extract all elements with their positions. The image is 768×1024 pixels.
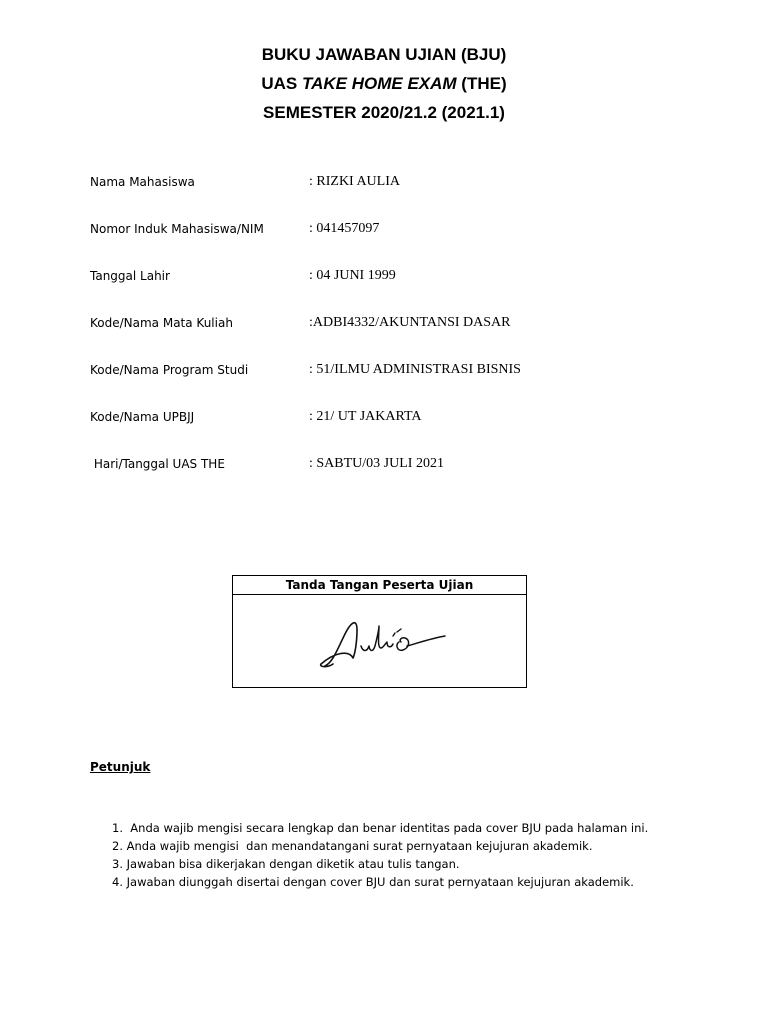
field-value: : 04 JUNI 1999: [309, 268, 396, 283]
header-exam-italic: TAKE HOME EXAM: [302, 74, 457, 93]
field-label: Hari/Tanggal UAS THE: [90, 457, 225, 471]
field-label: Kode/Nama UPBJJ: [90, 410, 195, 424]
header-exam-prefix: UAS: [261, 74, 302, 93]
instruction-item: 2. Anda wajib mengisi dan menandatangani surat pernyataan kejujuran akademik.: [112, 839, 593, 853]
field-value: :ADBI4332/AKUNTANSI DASAR: [309, 315, 511, 330]
student-identity-fields: [90, 172, 690, 501]
header-exam-type: [0, 69, 768, 98]
header-title: BUKU JAWABAN UJIAN (BJU): [261, 45, 507, 64]
field-row-nama: [90, 172, 690, 219]
instruction-item: 3. Jawaban bisa dikerjakan dengan diketik atau tulis tangan.: [112, 857, 460, 871]
field-row-nim: [90, 219, 690, 266]
field-value: : 041457097: [309, 221, 380, 236]
signature-box: [232, 575, 527, 688]
signature-image: [311, 606, 451, 676]
field-row-hari-tanggal: [90, 454, 690, 501]
signature-box-title: Tanda Tangan Peserta Ujian: [233, 576, 526, 595]
field-label: Nama Mahasiswa: [90, 175, 195, 189]
header-semester: SEMESTER 2020/21.2 (2021.1): [263, 103, 505, 122]
field-label: Kode/Nama Program Studi: [90, 363, 249, 377]
field-row-tanggal-lahir: [90, 266, 690, 313]
field-value: : RIZKI AULIA: [309, 174, 400, 189]
instruction-item: 1. Anda wajib mengisi secara lengkap dan benar identitas pada cover BJU pada halaman ini.: [112, 821, 649, 835]
field-value: : 21/ UT JAKARTA: [309, 409, 422, 424]
field-row-mata-kuliah: [90, 313, 690, 360]
field-value: : SABTU/03 JULI 2021: [309, 456, 444, 471]
document-header: [0, 40, 768, 127]
field-row-upbjj: [90, 407, 690, 454]
instructions-title: Petunjuk: [90, 760, 151, 774]
header-exam-suffix: (THE): [456, 74, 507, 93]
instructions-list: [112, 819, 648, 891]
field-label: Kode/Nama Mata Kuliah: [90, 316, 233, 330]
field-value: : 51/ILMU ADMINISTRASI BISNIS: [309, 362, 521, 377]
field-label: Nomor Induk Mahasiswa/NIM: [90, 222, 264, 236]
field-row-program-studi: [90, 360, 690, 407]
instruction-item: 4. Jawaban diunggah disertai dengan cover BJU dan surat pernyataan kejujuran akademik.: [112, 875, 634, 889]
field-label: Tanggal Lahir: [90, 269, 170, 283]
